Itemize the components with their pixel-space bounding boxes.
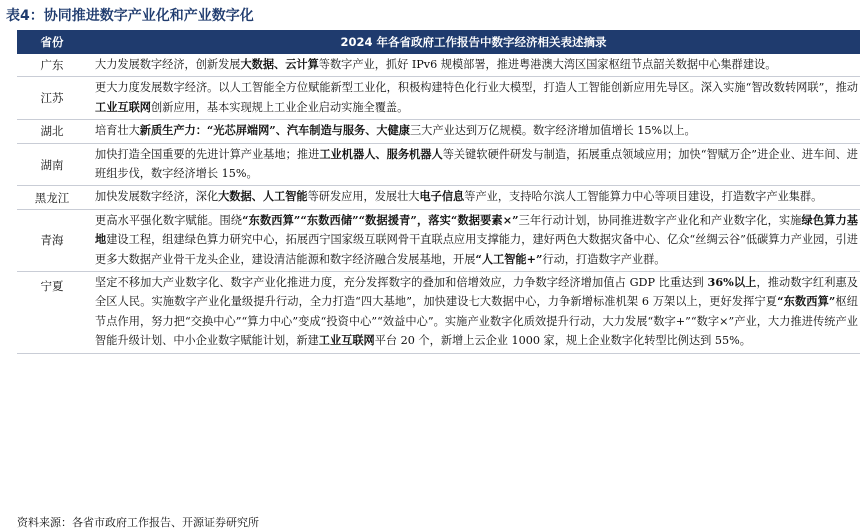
table-row bbox=[17, 272, 860, 354]
highlight-text: 电子信息 bbox=[419, 189, 465, 204]
header-content: 2024 年各省政府工作报告中数字经济相关表述摘录 bbox=[340, 35, 607, 49]
province-cell: 江苏 bbox=[40, 91, 64, 106]
highlight-text: “东数西算”“东数西储”“数据援青”，落实“数据要素×” bbox=[242, 212, 519, 227]
body-text: 等研发应用，发展壮大 bbox=[307, 190, 420, 204]
highlight-text: 工业机器人、服务机器人 bbox=[319, 146, 443, 161]
body-text: 三大产业达到万亿规模。数字经济增加值增长 15%以上。 bbox=[409, 124, 696, 138]
content-cell bbox=[87, 77, 860, 119]
body-text: 更高水平强化数字赋能。围绕 bbox=[95, 213, 243, 227]
content-cell bbox=[87, 144, 860, 186]
table-header bbox=[17, 30, 860, 54]
body-text: 三年行动计划，协同推进数字产业化和产业数字化，实施 bbox=[518, 213, 802, 227]
table-row bbox=[17, 210, 860, 272]
highlight-text: 工业互联网 bbox=[318, 333, 375, 348]
body-text: 更大力度发展数字经济。以人工智能全方位赋能新型工业化，积极构建特色化行业大模型，打造人工智能创新应用先导区。深入实施“智改数转网联”，推动 bbox=[95, 81, 858, 95]
body-text: 创新应用，基本实现规上工业企业启动实施全覆盖。 bbox=[150, 100, 409, 114]
highlight-text: 新质生产力：“光芯屏端网”、汽车制造与服务、大健康 bbox=[139, 123, 410, 138]
table-title: 表4：协同推进数字产业化和产业数字化 bbox=[6, 8, 254, 24]
highlight-text: “人工智能+” bbox=[475, 251, 543, 266]
content-cell bbox=[87, 272, 860, 353]
body-text: 行动，打造数字产业群。 bbox=[542, 252, 666, 266]
source-note: 资料来源：各省市政府工作报告、开源证券研究所 bbox=[17, 516, 259, 529]
province-cell: 宁夏 bbox=[40, 279, 64, 294]
content-cell bbox=[87, 186, 860, 208]
body-text: 加快打造全国重要的先进计算产业基地；推进 bbox=[95, 147, 320, 161]
table-row bbox=[17, 186, 860, 209]
highlight-text: 大数据、人工智能 bbox=[218, 189, 308, 204]
table-row bbox=[17, 77, 860, 120]
policy-table bbox=[17, 30, 860, 354]
table-row bbox=[17, 120, 860, 143]
highlight-text: 大数据、云计算 bbox=[240, 57, 319, 71]
body-text: 平台 20 个，新增上云企业 1000 家，规上企业数字化转型比例达到 55%。 bbox=[374, 334, 751, 348]
highlight-text: 36%以上 bbox=[707, 275, 757, 290]
body-text: 培育壮大 bbox=[95, 124, 140, 138]
table-row bbox=[17, 144, 860, 187]
body-text: ，推动数字红利惠及全区人民。实施数字产业化量级提升行动，全力打造“四大基地”，加快建设七大数据中心，力争新增标准机架 6 万架以上，更好发挥宁夏 bbox=[95, 276, 858, 309]
content-cell bbox=[87, 120, 860, 142]
body-text: 等数字产业，抓好 IPv6 规模部署，推进粤港澳大湾区国家枢纽节点韶关数据中心集群建设。 bbox=[318, 58, 777, 71]
content-cell bbox=[87, 210, 860, 271]
body-text: 加快发展数字经济，深化 bbox=[95, 190, 219, 204]
province-cell: 广东 bbox=[40, 58, 64, 73]
body-text: 建设工程，组建绿色算力研究中心，拓展西宁国家级互联网骨干直联点应用支撑能力，建好两色大数据灾备中心、亿众“丝绸云谷”低碳算力产业园，引进更多大数据产业骨干龙头企业，建设清洁能源和数字经济融合发展基地，开展 bbox=[95, 233, 858, 266]
province-cell: 湖北 bbox=[40, 124, 64, 139]
highlight-text: 工业互联网 bbox=[95, 99, 151, 114]
body-text: 大力发展数字经济，创新发展 bbox=[95, 58, 241, 71]
body-text: 等关键软硬件研发与制造，拓展重点领域应用；加快“智赋万企”进企业、进车间、进班组步伐，数字经济增长 15%。 bbox=[95, 147, 858, 181]
highlight-text: “东数西算” bbox=[777, 294, 836, 309]
province-cell: 青海 bbox=[40, 233, 64, 248]
province-cell: 湖南 bbox=[40, 157, 64, 172]
header-province: 省份 bbox=[40, 35, 64, 49]
body-text: 枢纽节点作用，努力把“交换中心”“算力中心”变成“投资中心”“效益中心”。实施产业数字化质效提升行动，大力发展“数字+”“数字×”产业，大力推进传统产业智能升级计划、中小企业数字赋能计划，新建 bbox=[95, 295, 858, 348]
province-cell: 黑龙江 bbox=[34, 190, 70, 205]
highlight-text: 绿色算力基地 bbox=[95, 212, 858, 247]
table-row bbox=[17, 54, 860, 77]
body-text: 坚定不移加大产业数字化、数字产业化推进力度，充分发挥数字的叠加和倍增效应，力争数字经济增加值占 GDP 比重达到 bbox=[95, 276, 708, 290]
body-text: 等产业，支持哈尔滨人工智能算力中心等项目建设，打造数字产业集群。 bbox=[464, 190, 823, 204]
content-cell bbox=[87, 54, 860, 76]
